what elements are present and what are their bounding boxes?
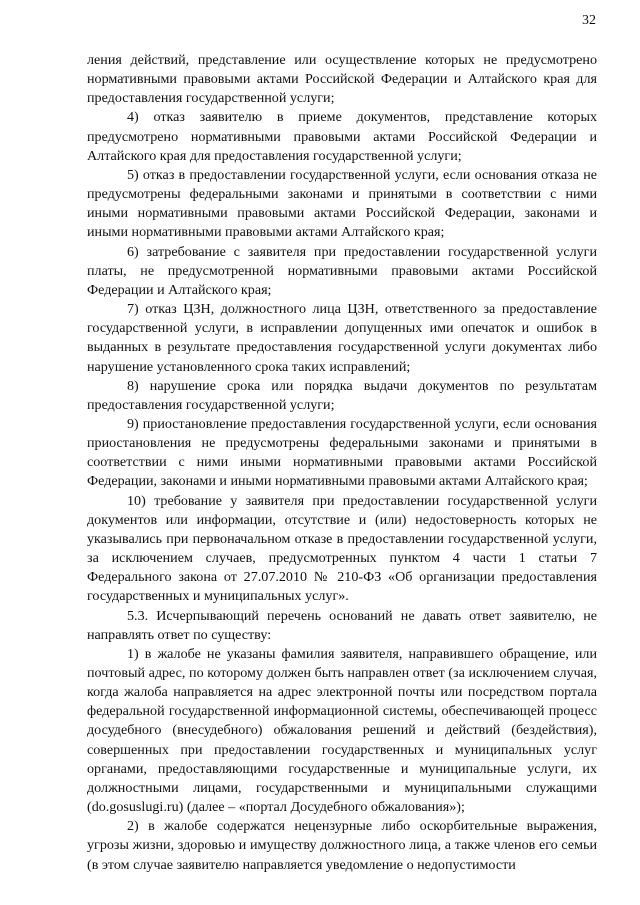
paragraph: 2) в жалобе содержатся нецензурные либо оскорбительные выражения, угрозы жизни, здоровью и имуществу должностного лица, а также членов его семьи (в этом случае заявителю направляется уведомление о недопустимости — [87, 818, 597, 873]
paragraph: 7) отказ ЦЗН, должностного лица ЦЗН, ответственного за предоставление государственной услуги, в исправлении допущенных ими опечаток и ошибок в выданных в результате предоставления государственной услуги документах либо нарушение установленного срока таких исправлений; — [87, 301, 597, 375]
paragraph: 6) затребование с заявителя при предоставлении государственной услуги платы, не предусмотренной нормативными правовыми актами Российской Федерации и Алтайского края; — [87, 243, 597, 298]
paragraph: 4) отказ заявителю в приеме документов, представление которых предусмотрено нормативными правовыми актами Российской Федерации и Алтайского края для предоставления государственной услуги; — [87, 109, 597, 164]
paragraph: 8) нарушение срока или порядка выдачи документов по результатам предоставления государственной услуги; — [87, 377, 597, 413]
body-text — [87, 51, 597, 875]
paragraph: 10) требование у заявителя при предоставлении государственной услуги документов или информации, отсутствие и (или) недостоверность которых не указывались при первоначальном отказе в предоставлении государственной услуги, за исключением случаев, предусмотренных пунктом 4 части 1 статьи 7 Федерального закона от 27.07.2010 № 210-ФЗ «Об организации предоставления государственных и муниципальных услуг». — [87, 492, 597, 605]
paragraph: ления действий, представление или осуществление которых не предусмотрено нормативными правовыми актами Российской Федерации и Алтайского края для предоставления государственной услуги; — [87, 52, 597, 107]
paragraph: 9) приостановление предоставления государственной услуги, если основания приостановления не предусмотрены федеральными законами и принятыми в соответствии с ними иными нормативными правовыми актами Российской Федерации, законами и иными нормативными правовыми актами Алтайского края; — [87, 415, 597, 490]
page-number: 32 — [582, 13, 596, 28]
paragraph: 1) в жалобе не указаны фамилия заявителя, направившего обращение, или почтовый адрес, по которому должен быть направлен ответ (за исключением случая, когда жалоба направляется на адрес электронной почты или посредством портала федеральной государственной информационной системы, обеспечивающей процесс досудебного (внесудебного) обжалования решений и действий (бездействия), совершенных при предоставлении государственных и муниципальных услуг органами, предоставляющими государственные и муниципальные услуги, их должностными лицами, государственными и муниципальными служащими (do.gosuslugi.ru) (далее – «портал Досудебного обжалования»); — [87, 645, 597, 816]
paragraph: 5) отказ в предоставлении государственной услуги, если основания отказа не предусмотрены федеральными законами и принятыми в соответствии с ними иными нормативными правовыми актами Российской Федерации, законами и иными нормативными правовыми актами Алтайского края; — [87, 166, 597, 241]
paragraph: 5.3. Исчерпывающий перечень оснований не давать ответ заявителю, не направлять ответ по существу: — [87, 607, 597, 643]
